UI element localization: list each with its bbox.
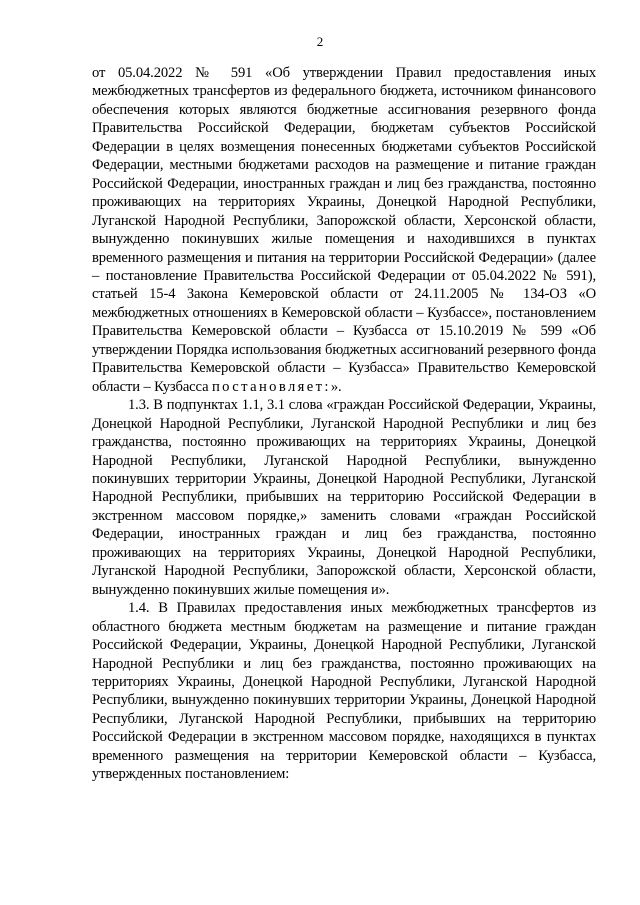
paragraph-continuation-tail: ». xyxy=(330,378,342,395)
decree-keyword: постановляет: xyxy=(211,378,331,395)
paragraph-1-3: 1.3. В подпунктах 1.1, 3.1 слова «граждан Российской Федерации, Украины, Донецкой Народной Республики, Луганской Народной Республики и лиц без гражданства, постоянно проживающих на территориях Украины, Донецкой Народной Республики, Луганской Народной Республики, вынужденно покинувших территории Украины, Донецкой Народной Республики, Луганской Народной Республики, прибывших на территорию Российской Федерации в экстренном массовом порядке,» заменить словами «граждан Российской Федерации, иностранных граждан и лиц без гражданства, постоянно проживающих на территориях Украины, Донецкой Народной Республики, Луганской Народной Республики, Запорожской области, Херсонской области, вынужденно покинувших жилые помещения и». xyxy=(92,397,596,598)
document-body xyxy=(92,64,596,784)
paragraph-1-4: 1.4. В Правилах предоставления иных межбюджетных трансфертов из областного бюджета местным бюджетам на размещение и питание граждан Российской Федерации, Украины, Донецкой Народной Республики, Луганской Народной Республики и лиц без гражданства, постоянно проживающих на территориях Украины, Донецкой Народной Республики, Луганской Народной Республики, вынужденно покинувших территории Украины, Донецкой Народной Республики, Луганской Народной Республики, прибывших на территорию Российской Федерации в экстренном массовом порядке, находящихся в пунктах временного размещения на территории Кемеровской области – Кузбасса, утвержденных постановлением: xyxy=(92,600,596,783)
page-number: 2 xyxy=(316,34,324,49)
paragraph-continuation xyxy=(92,64,596,396)
paragraph-continuation-text: от 05.04.2022 № 591 «Об утверждении Правил предоставления иных межбюджетных трансфертов из федерального бюджета, источником финансового обеспечения которых являются бюджетные ассигнования резервного фонда Правительства Российской Федерации, бюджетам субъектов Российской Федерации в целях возмещения понесенных бюджетами субъектов Российской Федерации, местными бюджетами расходов на размещение и питание граждан Российской Федерации, иностранных граждан и лиц без гражданства, постоянно проживающих на территориях Украины, Донецкой Народной Республики, Луганской Народной Республики, Запорожской области, Херсонской области, вынужденно покинувших жилые помещения и находившихся в пунктах временного размещения и питания на территории Российской Федерации» (далее – постановление Правительства Российской Федерации от 05.04.2022 № 591), статьей 15-4 Закона Кемеровской области от 24.11.2005 № 134-ОЗ «О межбюджетных отношениях в Кемеровской области – Кузбассе», постановлением Правительства Кемеровской области – Кузбасса от 15.10.2019 № 599 «Об утверждении Порядка использования бюджетных ассигнований резервного фонда Правительства Кемеровской области – Кузбасса» Правительство Кемеровской области – Кузбасса xyxy=(92,65,596,395)
